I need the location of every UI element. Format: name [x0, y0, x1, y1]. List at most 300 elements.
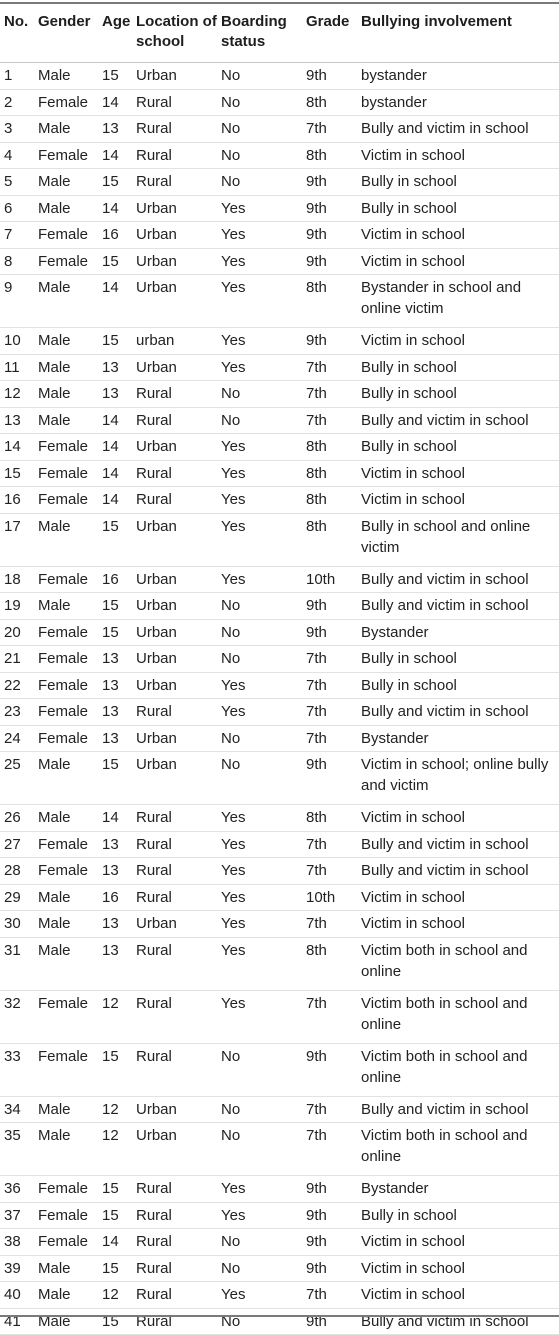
cell-involvement: Bully in school and online victim	[357, 514, 557, 566]
cell-location: Rural	[132, 1282, 217, 1308]
header-no: No.	[0, 3, 34, 62]
cell-boarding: Yes	[217, 514, 302, 566]
cell-grade: 8th	[302, 434, 357, 460]
cell-no: 13	[0, 408, 34, 434]
cell-gender: Female	[34, 620, 98, 646]
cell-no: 41	[0, 1309, 34, 1335]
cell-boarding: Yes	[217, 938, 302, 990]
header-location: Location of school	[132, 3, 217, 62]
cell-boarding: No	[217, 593, 302, 619]
cell-location: Rural	[132, 1309, 217, 1335]
cell-no: 21	[0, 646, 34, 672]
cell-no: 31	[0, 938, 34, 990]
cell-no: 2	[0, 90, 34, 116]
table-row	[0, 116, 559, 143]
cell-grade: 8th	[302, 275, 357, 327]
cell-location: Rural	[132, 1176, 217, 1202]
cell-boarding: Yes	[217, 1176, 302, 1202]
cell-involvement: Bully in school	[357, 169, 557, 195]
table-row	[0, 1176, 559, 1203]
cell-boarding: No	[217, 620, 302, 646]
cell-grade: 9th	[302, 1044, 357, 1096]
cell-age: 13	[98, 858, 132, 884]
cell-involvement: Bystander	[357, 1176, 557, 1202]
cell-boarding: No	[217, 1256, 302, 1282]
cell-age: 15	[98, 249, 132, 275]
cell-no: 3	[0, 116, 34, 142]
cell-age: 14	[98, 434, 132, 460]
cell-age: 12	[98, 1097, 132, 1123]
cell-boarding: Yes	[217, 1203, 302, 1229]
cell-boarding: No	[217, 1309, 302, 1335]
table-row	[0, 196, 559, 223]
table-row	[0, 699, 559, 726]
cell-involvement: Victim in school	[357, 805, 557, 831]
cell-involvement: Victim both in school and online	[357, 1044, 557, 1096]
table-row	[0, 461, 559, 488]
cell-location: Rural	[132, 1044, 217, 1096]
cell-boarding: Yes	[217, 249, 302, 275]
cell-boarding: Yes	[217, 858, 302, 884]
cell-boarding: No	[217, 408, 302, 434]
cell-location: Urban	[132, 355, 217, 381]
cell-involvement: bystander	[357, 90, 557, 116]
cell-age: 15	[98, 1044, 132, 1096]
cell-no: 14	[0, 434, 34, 460]
header-gender: Gender	[34, 3, 98, 62]
table-row	[0, 1256, 559, 1283]
header-grade: Grade	[302, 3, 357, 62]
cell-involvement: Victim in school	[357, 1282, 557, 1308]
cell-age: 15	[98, 1256, 132, 1282]
table-row	[0, 408, 559, 435]
cell-grade: 10th	[302, 567, 357, 593]
cell-location: Urban	[132, 1123, 217, 1175]
cell-gender: Female	[34, 567, 98, 593]
cell-no: 20	[0, 620, 34, 646]
cell-boarding: No	[217, 726, 302, 752]
table-header-row	[0, 3, 559, 63]
cell-boarding: Yes	[217, 196, 302, 222]
table-row	[0, 1282, 559, 1309]
table-row	[0, 434, 559, 461]
cell-gender: Male	[34, 1309, 98, 1335]
cell-boarding: Yes	[217, 328, 302, 354]
table-row	[0, 1203, 559, 1230]
cell-grade: 7th	[302, 1097, 357, 1123]
cell-gender: Female	[34, 487, 98, 513]
cell-location: Rural	[132, 1203, 217, 1229]
cell-no: 8	[0, 249, 34, 275]
cell-location: Rural	[132, 991, 217, 1043]
cell-no: 34	[0, 1097, 34, 1123]
cell-boarding: Yes	[217, 673, 302, 699]
cell-location: Urban	[132, 567, 217, 593]
cell-boarding: Yes	[217, 567, 302, 593]
cell-involvement: Bully in school	[357, 381, 557, 407]
cell-involvement: Victim in school	[357, 487, 557, 513]
cell-gender: Male	[34, 911, 98, 937]
cell-location: Rural	[132, 885, 217, 911]
cell-boarding: No	[217, 169, 302, 195]
cell-involvement: Bystander	[357, 620, 557, 646]
cell-involvement: Victim in school	[357, 328, 557, 354]
cell-grade: 9th	[302, 63, 357, 89]
cell-involvement: Bully in school	[357, 673, 557, 699]
header-age: Age	[98, 3, 132, 62]
cell-age: 15	[98, 514, 132, 566]
cell-no: 39	[0, 1256, 34, 1282]
table-row	[0, 1097, 559, 1124]
cell-involvement: Bully and victim in school	[357, 1097, 557, 1123]
cell-boarding: No	[217, 1044, 302, 1096]
cell-no: 6	[0, 196, 34, 222]
cell-gender: Female	[34, 434, 98, 460]
table-row	[0, 63, 559, 90]
cell-location: Urban	[132, 514, 217, 566]
cell-age: 15	[98, 1176, 132, 1202]
cell-gender: Female	[34, 461, 98, 487]
table-row	[0, 249, 559, 276]
cell-boarding: Yes	[217, 487, 302, 513]
cell-age: 16	[98, 885, 132, 911]
table-row	[0, 805, 559, 832]
cell-age: 14	[98, 461, 132, 487]
cell-involvement: Bully and victim in school	[357, 699, 557, 725]
cell-no: 27	[0, 832, 34, 858]
cell-involvement: Victim in school	[357, 461, 557, 487]
cell-grade: 9th	[302, 1203, 357, 1229]
cell-location: Urban	[132, 726, 217, 752]
cell-gender: Male	[34, 885, 98, 911]
cell-age: 16	[98, 222, 132, 248]
cell-boarding: Yes	[217, 222, 302, 248]
cell-no: 4	[0, 143, 34, 169]
cell-location: Urban	[132, 593, 217, 619]
cell-no: 17	[0, 514, 34, 566]
cell-gender: Male	[34, 938, 98, 990]
cell-boarding: No	[217, 63, 302, 89]
cell-involvement: Victim both in school and online	[357, 991, 557, 1043]
cell-no: 16	[0, 487, 34, 513]
table-row	[0, 1123, 559, 1176]
cell-location: Rural	[132, 938, 217, 990]
cell-location: Urban	[132, 63, 217, 89]
cell-gender: Female	[34, 1229, 98, 1255]
cell-grade: 7th	[302, 1123, 357, 1175]
cell-grade: 8th	[302, 461, 357, 487]
cell-no: 12	[0, 381, 34, 407]
cell-age: 13	[98, 116, 132, 142]
cell-gender: Male	[34, 381, 98, 407]
cell-grade: 9th	[302, 169, 357, 195]
table-row	[0, 752, 559, 805]
cell-gender: Female	[34, 646, 98, 672]
cell-age: 13	[98, 938, 132, 990]
table-row	[0, 514, 559, 567]
cell-no: 25	[0, 752, 34, 804]
cell-age: 13	[98, 832, 132, 858]
cell-location: Rural	[132, 1256, 217, 1282]
table-row	[0, 620, 559, 647]
cell-grade: 8th	[302, 143, 357, 169]
table-row	[0, 593, 559, 620]
cell-location: Rural	[132, 805, 217, 831]
cell-involvement: Bully in school	[357, 434, 557, 460]
table-row	[0, 222, 559, 249]
cell-no: 18	[0, 567, 34, 593]
cell-grade: 8th	[302, 514, 357, 566]
cell-age: 16	[98, 567, 132, 593]
table-row	[0, 673, 559, 700]
cell-location: Urban	[132, 620, 217, 646]
cell-age: 14	[98, 275, 132, 327]
cell-age: 14	[98, 408, 132, 434]
table-row	[0, 275, 559, 328]
table-row	[0, 832, 559, 859]
cell-location: Urban	[132, 434, 217, 460]
cell-involvement: Bystander	[357, 726, 557, 752]
cell-involvement: Victim in school	[357, 222, 557, 248]
table-row	[0, 885, 559, 912]
cell-no: 37	[0, 1203, 34, 1229]
cell-age: 15	[98, 1203, 132, 1229]
header-involvement: Bullying involvement	[357, 3, 557, 62]
cell-gender: Male	[34, 1256, 98, 1282]
cell-grade: 7th	[302, 646, 357, 672]
cell-grade: 9th	[302, 1229, 357, 1255]
cell-grade: 7th	[302, 1282, 357, 1308]
cell-gender: Male	[34, 805, 98, 831]
cell-age: 13	[98, 381, 132, 407]
cell-involvement: Bully and victim in school	[357, 832, 557, 858]
cell-gender: Male	[34, 169, 98, 195]
cell-no: 11	[0, 355, 34, 381]
table-row	[0, 858, 559, 885]
cell-involvement: Victim in school	[357, 885, 557, 911]
cell-location: Urban	[132, 752, 217, 804]
cell-grade: 7th	[302, 699, 357, 725]
cell-gender: Male	[34, 1097, 98, 1123]
cell-location: Rural	[132, 1229, 217, 1255]
cell-gender: Male	[34, 63, 98, 89]
cell-grade: 9th	[302, 249, 357, 275]
cell-age: 15	[98, 328, 132, 354]
cell-gender: Female	[34, 143, 98, 169]
cell-gender: Male	[34, 408, 98, 434]
cell-no: 30	[0, 911, 34, 937]
cell-grade: 9th	[302, 620, 357, 646]
cell-age: 14	[98, 1229, 132, 1255]
cell-gender: Female	[34, 1044, 98, 1096]
cell-grade: 7th	[302, 355, 357, 381]
cell-boarding: No	[217, 143, 302, 169]
cell-boarding: No	[217, 90, 302, 116]
cell-involvement: Bully and victim in school	[357, 408, 557, 434]
cell-grade: 7th	[302, 832, 357, 858]
cell-age: 13	[98, 911, 132, 937]
cell-location: Urban	[132, 646, 217, 672]
cell-age: 15	[98, 620, 132, 646]
bottom-rule	[0, 1315, 559, 1317]
cell-grade: 9th	[302, 196, 357, 222]
cell-no: 28	[0, 858, 34, 884]
header-boarding: Boarding status	[217, 3, 302, 62]
cell-involvement: Bully and victim in school	[357, 858, 557, 884]
cell-age: 14	[98, 196, 132, 222]
cell-involvement: Victim both in school and online	[357, 1123, 557, 1175]
cell-location: Rural	[132, 408, 217, 434]
table-row	[0, 487, 559, 514]
cell-boarding: Yes	[217, 832, 302, 858]
cell-age: 15	[98, 169, 132, 195]
cell-no: 19	[0, 593, 34, 619]
cell-grade: 10th	[302, 885, 357, 911]
cell-age: 14	[98, 143, 132, 169]
cell-age: 12	[98, 991, 132, 1043]
cell-no: 40	[0, 1282, 34, 1308]
cell-boarding: Yes	[217, 461, 302, 487]
cell-no: 36	[0, 1176, 34, 1202]
cell-involvement: Bully in school	[357, 355, 557, 381]
table-row	[0, 567, 559, 594]
cell-involvement: Bully and victim in school	[357, 116, 557, 142]
cell-age: 13	[98, 673, 132, 699]
cell-grade: 9th	[302, 752, 357, 804]
cell-age: 15	[98, 63, 132, 89]
cell-boarding: Yes	[217, 355, 302, 381]
cell-grade: 7th	[302, 381, 357, 407]
cell-age: 15	[98, 752, 132, 804]
cell-grade: 9th	[302, 328, 357, 354]
cell-grade: 9th	[302, 593, 357, 619]
cell-location: Rural	[132, 143, 217, 169]
table-row	[0, 1229, 559, 1256]
cell-grade: 7th	[302, 858, 357, 884]
cell-age: 12	[98, 1282, 132, 1308]
cell-location: Rural	[132, 381, 217, 407]
cell-boarding: Yes	[217, 885, 302, 911]
table-row	[0, 646, 559, 673]
cell-location: Rural	[132, 461, 217, 487]
cell-involvement: Bully and victim in school	[357, 593, 557, 619]
table-row	[0, 991, 559, 1044]
cell-gender: Female	[34, 222, 98, 248]
cell-no: 29	[0, 885, 34, 911]
cell-location: Urban	[132, 673, 217, 699]
cell-location: Rural	[132, 116, 217, 142]
cell-grade: 7th	[302, 911, 357, 937]
table-row	[0, 328, 559, 355]
cell-gender: Male	[34, 328, 98, 354]
table-row	[0, 169, 559, 196]
cell-involvement: Bully in school	[357, 646, 557, 672]
cell-location: Rural	[132, 699, 217, 725]
cell-no: 10	[0, 328, 34, 354]
cell-age: 15	[98, 1309, 132, 1335]
cell-grade: 8th	[302, 487, 357, 513]
cell-involvement: Victim in school	[357, 1229, 557, 1255]
cell-location: Rural	[132, 832, 217, 858]
table-row	[0, 911, 559, 938]
cell-boarding: No	[217, 646, 302, 672]
cell-involvement: Bully in school	[357, 196, 557, 222]
cell-age: 12	[98, 1123, 132, 1175]
cell-no: 5	[0, 169, 34, 195]
table-row	[0, 355, 559, 382]
cell-gender: Male	[34, 275, 98, 327]
cell-location: Urban	[132, 275, 217, 327]
cell-gender: Male	[34, 1123, 98, 1175]
table-row	[0, 381, 559, 408]
cell-gender: Female	[34, 726, 98, 752]
cell-boarding: Yes	[217, 434, 302, 460]
cell-age: 14	[98, 90, 132, 116]
cell-boarding: Yes	[217, 699, 302, 725]
cell-gender: Female	[34, 1176, 98, 1202]
cell-location: Urban	[132, 222, 217, 248]
cell-no: 9	[0, 275, 34, 327]
cell-no: 32	[0, 991, 34, 1043]
cell-gender: Male	[34, 514, 98, 566]
cell-grade: 7th	[302, 673, 357, 699]
cell-no: 15	[0, 461, 34, 487]
cell-age: 13	[98, 726, 132, 752]
cell-gender: Female	[34, 90, 98, 116]
cell-grade: 8th	[302, 90, 357, 116]
cell-grade: 8th	[302, 938, 357, 990]
cell-no: 22	[0, 673, 34, 699]
table-row	[0, 938, 559, 991]
cell-gender: Male	[34, 752, 98, 804]
cell-involvement: Bully in school	[357, 1203, 557, 1229]
cell-age: 13	[98, 355, 132, 381]
cell-boarding: No	[217, 1123, 302, 1175]
cell-involvement: Victim in school	[357, 911, 557, 937]
cell-gender: Female	[34, 699, 98, 725]
cell-gender: Female	[34, 1203, 98, 1229]
cell-boarding: Yes	[217, 805, 302, 831]
cell-boarding: No	[217, 1229, 302, 1255]
cell-age: 14	[98, 487, 132, 513]
cell-boarding: No	[217, 1097, 302, 1123]
table-body	[0, 63, 559, 1335]
table-row	[0, 726, 559, 753]
cell-location: Urban	[132, 911, 217, 937]
cell-location: Urban	[132, 249, 217, 275]
table-grid	[0, 3, 559, 1335]
cell-age: 15	[98, 593, 132, 619]
cell-no: 7	[0, 222, 34, 248]
cell-boarding: No	[217, 381, 302, 407]
table-row	[0, 1044, 559, 1097]
cell-grade: 7th	[302, 116, 357, 142]
cell-involvement: Victim in school; online bully and victim	[357, 752, 557, 804]
cell-no: 33	[0, 1044, 34, 1096]
cell-involvement: Bully and victim in school	[357, 567, 557, 593]
cell-boarding: Yes	[217, 1282, 302, 1308]
cell-involvement: Victim in school	[357, 143, 557, 169]
cell-involvement: Bully and victim in school	[357, 1309, 557, 1335]
cell-gender: Male	[34, 355, 98, 381]
cell-gender: Male	[34, 196, 98, 222]
cell-age: 14	[98, 805, 132, 831]
table-row	[0, 90, 559, 117]
cell-gender: Female	[34, 991, 98, 1043]
cell-boarding: Yes	[217, 911, 302, 937]
cell-gender: Female	[34, 673, 98, 699]
cell-location: Rural	[132, 90, 217, 116]
